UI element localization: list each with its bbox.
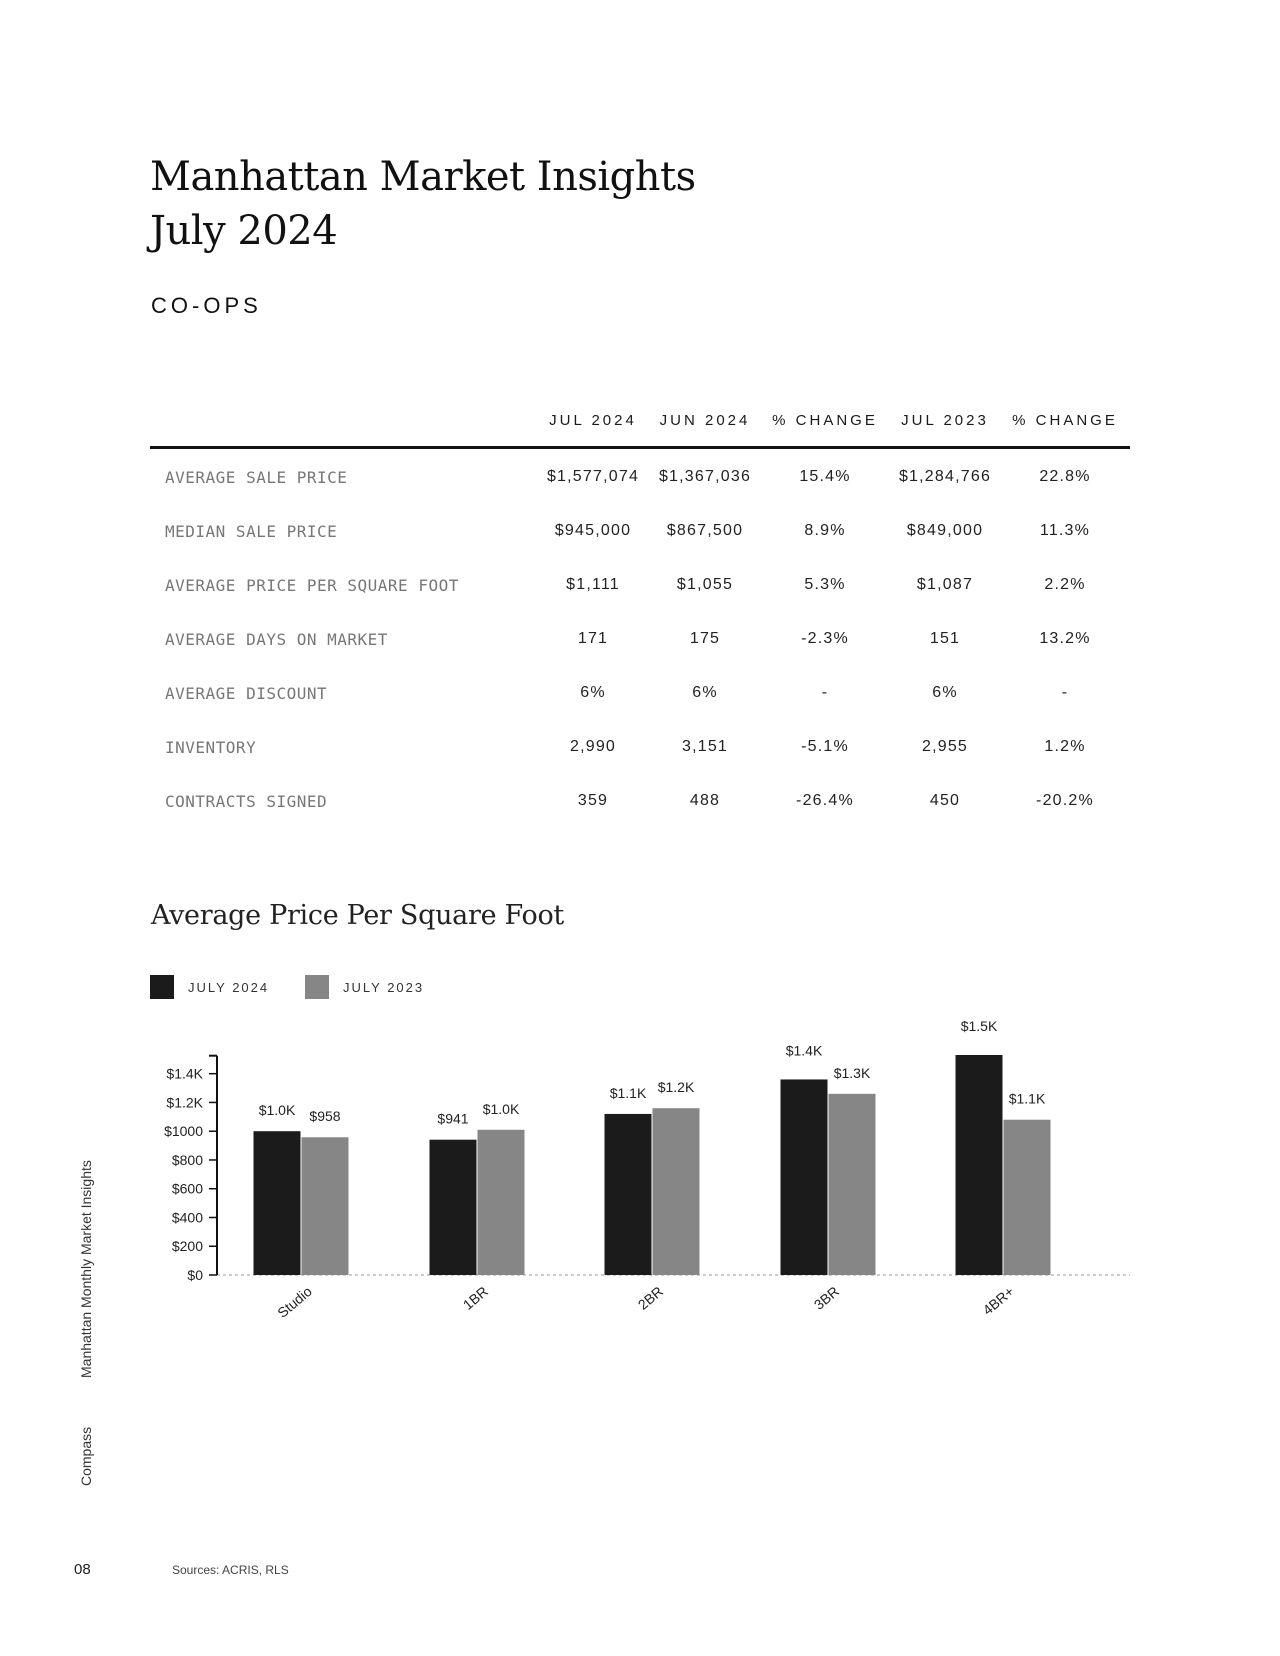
table-cell: -5.1% [801,738,849,755]
table-cell: 3,151 [681,738,729,755]
col-header-jun-2024: JUN 2024 [659,412,751,429]
sources-note: Sources: ACRIS, RLS [172,1563,289,1577]
table-cell: $1,367,036 [658,468,752,485]
bar-3br-series-1 [781,1079,828,1275]
row-label: INVENTORY [165,738,257,757]
bar-4br-series-1 [956,1055,1003,1275]
bar-2br-series-2 [653,1108,700,1275]
data-label: $1.1K [609,1084,647,1101]
data-label: $1.0K [258,1102,296,1119]
table-cell: 359 [577,792,609,809]
x-tick-label: 2BR [634,1283,666,1313]
table-row [0,576,1280,606]
y-tick-label: $200 [171,1238,203,1255]
table-cell: 11.3% [1039,522,1091,539]
table-row [0,684,1280,714]
table-cell: 6% [580,684,606,701]
sidebar-brand: Compass [78,1426,94,1486]
table-cell: -2.3% [801,630,849,647]
table-cell: -20.2% [1036,792,1094,809]
table-cell: $1,284,766 [898,468,992,485]
table-header [0,412,1280,436]
data-label: $1.4K [785,1042,823,1059]
y-tick-label: $600 [171,1180,203,1197]
x-tick-label: Studio [274,1283,315,1321]
page-title [150,150,696,258]
table-cell: 8.9% [804,522,846,539]
table-cell: $1,111 [566,576,620,593]
table-cell: 6% [692,684,718,701]
table-cell: - [821,684,829,701]
sidebar-publication-name: Manhattan Monthly Market Insights [78,1160,94,1378]
y-tick-label: $0 [187,1267,203,1283]
legend-label-july-2024: JULY 2024 [188,980,270,995]
table-cell: 22.8% [1039,468,1091,485]
table-cell: 450 [929,792,961,809]
data-label: $958 [309,1108,341,1125]
table-cell: 5.3% [804,576,846,593]
table-cell: - [1061,684,1069,701]
col-header-jul-2024: JUL 2024 [549,412,637,429]
chart-title: Average Price Per Square Foot [151,900,564,931]
col-header-change-year: % CHANGE [1012,412,1118,429]
table-cell: $945,000 [554,522,632,539]
table-cell: 15.4% [799,468,851,485]
legend-label-july-2023: JULY 2023 [343,980,425,995]
table-cell: 171 [577,630,609,647]
legend-swatch-july-2023 [305,975,329,999]
table-cell: 151 [929,630,961,647]
bar-studio-series-2 [302,1137,349,1275]
table-cell: $849,000 [906,522,984,539]
table-cell: $867,500 [666,522,744,539]
table-cell: 2,990 [569,738,617,755]
table-rule [150,446,1130,449]
bar-1br-series-1 [430,1140,477,1275]
table-row [0,522,1280,552]
row-label: AVERAGE DISCOUNT [165,684,328,703]
row-label: AVERAGE PRICE PER SQUARE FOOT [165,576,459,595]
table-row [0,738,1280,768]
data-label: $1.2K [657,1079,695,1096]
bar-1br-series-2 [478,1130,525,1275]
bar-3br-series-2 [829,1094,876,1275]
y-tick-label: $400 [171,1209,203,1226]
legend-swatch-july-2024 [150,975,174,999]
table-row [0,630,1280,660]
bar-2br-series-1 [605,1114,652,1275]
y-tick-label: $1.4K [166,1065,203,1082]
x-tick-label: 3BR [810,1283,842,1313]
table-cell: -26.4% [796,792,854,809]
data-label: $941 [437,1110,469,1127]
bar-studio-series-1 [254,1131,301,1275]
data-label: $1.1K [1008,1090,1046,1107]
row-label: AVERAGE DAYS ON MARKET [165,630,388,649]
table-cell: 488 [689,792,721,809]
data-label: $1.3K [833,1064,871,1081]
bar-chart [0,1000,1280,1330]
table-row [0,792,1280,822]
bar-4br-series-2 [1004,1120,1051,1275]
section-heading: CO-OPS [151,293,262,318]
col-header-jul-2023: JUL 2023 [901,412,989,429]
data-label: $1.5K [960,1018,998,1034]
row-label: AVERAGE SALE PRICE [165,468,348,487]
y-tick-label: $1.2K [166,1094,203,1111]
y-tick-label: $800 [171,1151,203,1168]
table-row [0,468,1280,498]
table-cell: 1.2% [1044,738,1086,755]
table-cell: $1,087 [916,576,974,593]
table-cell: 2,955 [921,738,969,755]
y-tick-label: $1000 [164,1123,203,1140]
table-cell: $1,055 [676,576,734,593]
data-label: $1.0K [482,1100,520,1117]
row-label: MEDIAN SALE PRICE [165,522,338,541]
table-cell: 175 [689,630,721,647]
page-number: 08 [74,1561,91,1578]
title-line-2: July 2024 [150,208,338,254]
row-label: CONTRACTS SIGNED [165,792,328,811]
table-cell: $1,577,074 [546,468,640,485]
x-tick-label: 1BR [459,1283,491,1313]
table-cell: 2.2% [1044,576,1086,593]
col-header-change-month: % CHANGE [772,412,878,429]
x-tick-label: 4BR+ [979,1283,1017,1319]
table-cell: 13.2% [1039,630,1091,647]
table-cell: 6% [932,684,958,701]
title-line-1: Manhattan Market Insights [150,154,696,200]
